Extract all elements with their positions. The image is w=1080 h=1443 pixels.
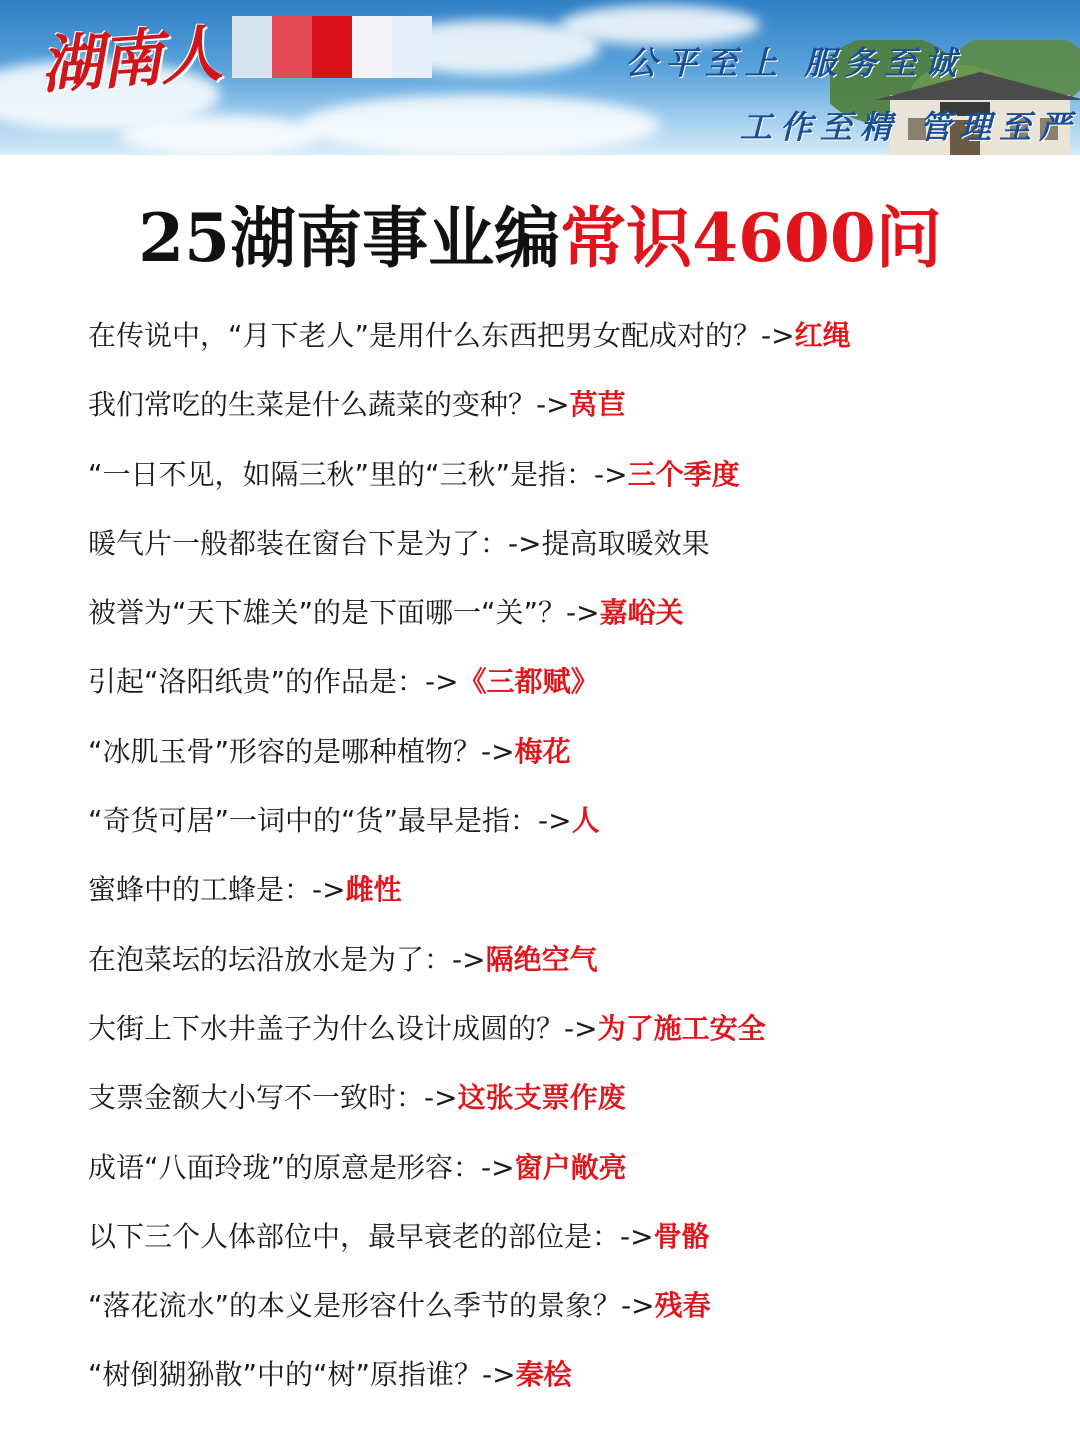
title-highlight: 常识4600问 bbox=[560, 199, 942, 277]
qa-question: 我们常吃的生菜是什么蔬菜的变种？-> bbox=[88, 388, 570, 422]
qa-item bbox=[88, 447, 1048, 516]
qa-item bbox=[88, 1347, 1048, 1416]
qa-answer: 隔绝空气 bbox=[485, 942, 598, 976]
qa-question: 大街上下水井盖子为什么设计成圆的？-> bbox=[88, 1011, 598, 1045]
qa-answer: 骨骼 bbox=[653, 1219, 710, 1253]
qa-question: “树倒猢狲散”中的“树”原指谁？-> bbox=[88, 1358, 516, 1392]
qa-answer: 红绳 bbox=[794, 319, 851, 352]
brand-logo-text: 湖南人 bbox=[38, 16, 223, 103]
qa-answer: 雌性 bbox=[345, 873, 402, 907]
slogan-line-2: 工作至精 管理至严 bbox=[740, 108, 1080, 146]
qa-question: “落花流水”的本义是形容什么季节的景象？-> bbox=[88, 1289, 655, 1323]
qa-question: 支票金额大小写不一致时：-> bbox=[88, 1081, 458, 1115]
qa-item bbox=[88, 793, 1048, 862]
header-banner bbox=[0, 0, 1080, 155]
qa-item bbox=[88, 516, 1048, 585]
qa-question: 在泡菜坛的坛沿放水是为了：-> bbox=[88, 942, 486, 976]
qa-item bbox=[88, 585, 1048, 654]
cloud-decoration bbox=[300, 95, 660, 155]
qa-item bbox=[88, 1278, 1048, 1347]
qa-answer: 梅花 bbox=[514, 734, 571, 768]
qa-answer: 三个季度 bbox=[627, 457, 740, 491]
qa-item bbox=[88, 932, 1048, 1001]
qa-answer: 为了施工安全 bbox=[597, 1011, 766, 1045]
qa-question: 引起“洛阳纸贵”的作品是：-> bbox=[88, 665, 459, 699]
qa-question: 以下三个人体部位中，最早衰老的部位是：-> bbox=[88, 1219, 654, 1253]
qa-answer: 嘉峪关 bbox=[599, 596, 684, 630]
qa-question: “冰肌玉骨”形容的是哪种植物？-> bbox=[88, 734, 515, 768]
mosaic-block bbox=[392, 16, 432, 78]
qa-item bbox=[88, 724, 1048, 793]
qa-list bbox=[88, 308, 1048, 1417]
qa-question: 暖气片一般都装在窗台下是为了：->提高取暖效果 bbox=[88, 526, 710, 560]
qa-answer: 人 bbox=[571, 804, 600, 838]
qa-item bbox=[88, 1209, 1048, 1278]
qa-answer: 《三都赋》 bbox=[458, 665, 599, 699]
mosaic-block bbox=[232, 16, 272, 78]
qa-answer: 这张支票作废 bbox=[457, 1081, 626, 1115]
qa-answer: 莴苣 bbox=[569, 388, 626, 422]
page-title bbox=[0, 185, 1080, 280]
qa-item bbox=[88, 308, 1048, 377]
slogan-line-1: 公平至上 服务至诚 bbox=[625, 44, 965, 82]
qa-item bbox=[88, 1140, 1048, 1209]
pixelated-mosaic bbox=[232, 16, 432, 78]
qa-answer: 窗户敞亮 bbox=[514, 1150, 627, 1184]
mosaic-block bbox=[272, 16, 312, 78]
qa-item bbox=[88, 654, 1048, 723]
qa-question: 在传说中，“月下老人”是用什么东西把男女配成对的？-> bbox=[88, 319, 795, 352]
qa-item bbox=[88, 1070, 1048, 1139]
qa-item bbox=[88, 377, 1048, 446]
mosaic-block bbox=[352, 16, 392, 78]
qa-question: 蜜蜂中的工蜂是：-> bbox=[88, 873, 346, 907]
qa-answer: 残春 bbox=[654, 1289, 711, 1323]
qa-question: “奇货可居”一词中的“货”最早是指：-> bbox=[88, 804, 572, 838]
qa-question: 被誉为“天下雄关”的是下面哪一“关”？-> bbox=[88, 596, 600, 630]
qa-item bbox=[88, 862, 1048, 931]
qa-question: “一日不见，如隔三秋”里的“三秋”是指：-> bbox=[88, 457, 628, 491]
mosaic-block bbox=[312, 16, 352, 78]
cloud-decoration bbox=[120, 115, 320, 155]
qa-answer: 秦桧 bbox=[515, 1358, 572, 1392]
title-plain: 25湖南事业编 bbox=[138, 199, 561, 277]
qa-question: 成语“八面玲珑”的原意是形容：-> bbox=[88, 1150, 515, 1184]
qa-item bbox=[88, 1001, 1048, 1070]
